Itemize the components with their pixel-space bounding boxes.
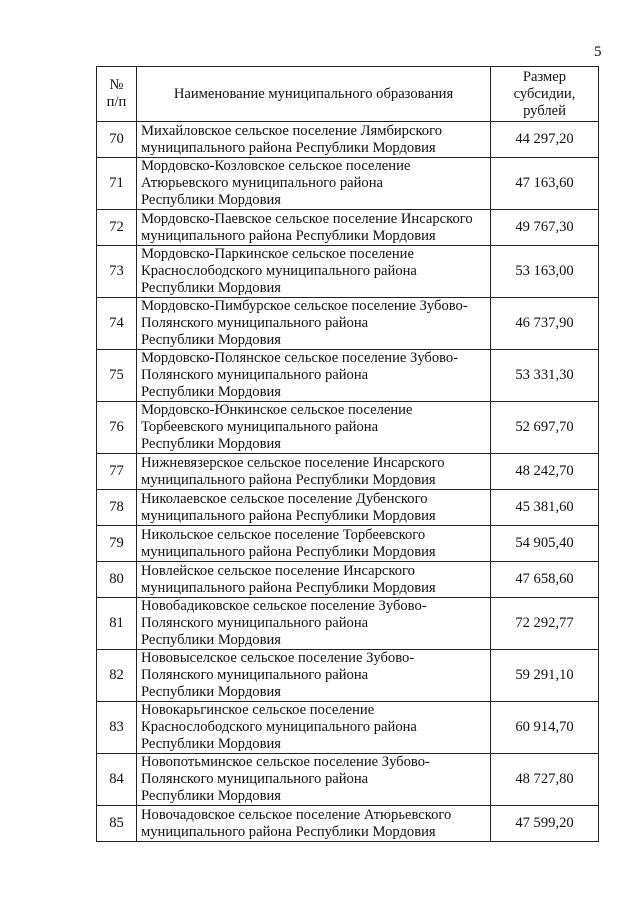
- municipality-name-line: Нижневязерское сельское поселение Инсарского: [141, 454, 445, 471]
- municipality-name-line: Республики Мордовия: [141, 280, 282, 296]
- municipality-name-line: муниципального района Республики Мордовия: [141, 823, 436, 840]
- municipality-name-line: Республики Мордовия: [141, 436, 282, 452]
- municipality-name-line: муниципального района Республики Мордовия: [141, 507, 436, 524]
- municipality-name-line: Новопотьминское сельское поселение Зубово-: [141, 754, 430, 770]
- row-municipality-name: [137, 526, 491, 562]
- municipality-name-line: Республики Мордовия: [141, 788, 282, 804]
- table-header-row: [97, 67, 599, 122]
- row-subsidy-amount: 47 658,60: [491, 562, 599, 598]
- municipality-name-line: Мордовско-Юнкинское сельское поселение: [141, 402, 413, 418]
- page-number: 5: [594, 44, 602, 60]
- row-number: 78: [97, 490, 137, 526]
- table-row: [97, 158, 599, 210]
- municipality-name-line: Мордовско-Полянское сельское поселение Зубово-: [141, 350, 459, 366]
- row-subsidy-amount: 53 163,00: [491, 246, 599, 298]
- row-municipality-name: [137, 402, 491, 454]
- municipality-name-line: Республики Мордовия: [141, 736, 282, 752]
- row-municipality-name: [137, 158, 491, 210]
- municipality-name-line: Полянского муниципального района: [141, 315, 369, 331]
- municipality-name-line: Торбеевского муниципального района: [141, 419, 379, 435]
- header-amount-line: субсидии,: [513, 85, 576, 102]
- row-subsidy-amount: 53 331,30: [491, 350, 599, 402]
- row-municipality-name: [137, 702, 491, 754]
- municipality-name-line: Никольское сельское поселение Торбеевского: [141, 526, 426, 543]
- subsidy-table: [96, 66, 599, 842]
- table-row: [97, 806, 599, 842]
- municipality-name-line: Республики Мордовия: [141, 332, 282, 348]
- table-row: [97, 210, 599, 246]
- row-subsidy-amount: 72 292,77: [491, 598, 599, 650]
- municipality-name-line: Полянского муниципального района: [141, 367, 369, 383]
- municipality-name-line: Михайловское сельское поселение Лямбирского: [141, 122, 443, 139]
- row-number: 80: [97, 562, 137, 598]
- row-number: 82: [97, 650, 137, 702]
- header-amount: [491, 67, 599, 122]
- municipality-name-line: Полянского муниципального района: [141, 615, 369, 631]
- header-number-line: №: [109, 77, 124, 93]
- row-municipality-name: [137, 454, 491, 490]
- municipality-name-line: Мордовско-Паркинское сельское поселение: [141, 246, 414, 262]
- table-row: [97, 454, 599, 490]
- row-number: 76: [97, 402, 137, 454]
- row-municipality-name: [137, 298, 491, 350]
- table-row: [97, 246, 599, 298]
- row-subsidy-amount: 45 381,60: [491, 490, 599, 526]
- row-number: 75: [97, 350, 137, 402]
- municipality-name-line: муниципального района Республики Мордовия: [141, 471, 436, 488]
- table-row: [97, 490, 599, 526]
- row-number: 72: [97, 210, 137, 246]
- row-subsidy-amount: 59 291,10: [491, 650, 599, 702]
- header-amount-line: рублей: [523, 102, 566, 119]
- row-subsidy-amount: 44 297,20: [491, 122, 599, 158]
- header-number: [97, 67, 137, 122]
- municipality-name-line: Новочадовское сельское поселение Атюрьевского: [141, 806, 452, 823]
- row-municipality-name: [137, 490, 491, 526]
- table-row: [97, 702, 599, 754]
- row-municipality-name: [137, 210, 491, 246]
- row-number: 83: [97, 702, 137, 754]
- row-subsidy-amount: 48 242,70: [491, 454, 599, 490]
- municipality-name-line: Полянского муниципального района: [141, 771, 369, 787]
- row-number: 70: [97, 122, 137, 158]
- table-row: [97, 298, 599, 350]
- municipality-name-line: муниципального района Республики Мордовия: [141, 579, 436, 596]
- municipality-name-line: Мордовско-Пимбурское сельское поселение Зубово-: [141, 298, 468, 314]
- row-number: 74: [97, 298, 137, 350]
- table-row: [97, 526, 599, 562]
- municipality-name-line: Новобадиковское сельское поселение Зубово-: [141, 598, 427, 614]
- municipality-name-line: Республики Мордовия: [141, 192, 282, 208]
- header-number-line: п/п: [106, 94, 127, 110]
- row-municipality-name: [137, 246, 491, 298]
- row-municipality-name: [137, 562, 491, 598]
- municipality-name-line: Краснослободского муниципального района: [141, 263, 417, 279]
- row-subsidy-amount: 47 163,60: [491, 158, 599, 210]
- municipality-name-line: Мордовско-Козловское сельское поселение: [141, 158, 411, 174]
- municipality-name-line: Новлейское сельское поселение Инсарского: [141, 562, 415, 579]
- municipality-name-line: Республики Мордовия: [141, 684, 282, 700]
- table-row: [97, 754, 599, 806]
- table-row: [97, 402, 599, 454]
- municipality-name-line: муниципального района Республики Мордовия: [141, 543, 436, 560]
- municipality-name-line: Краснослободского муниципального района: [141, 719, 417, 735]
- municipality-name-line: Нововыселское сельское поселение Зубово-: [141, 650, 415, 666]
- row-subsidy-amount: 54 905,40: [491, 526, 599, 562]
- row-subsidy-amount: 52 697,70: [491, 402, 599, 454]
- table-row: [97, 350, 599, 402]
- row-number: 84: [97, 754, 137, 806]
- table-row: [97, 598, 599, 650]
- row-subsidy-amount: 48 727,80: [491, 754, 599, 806]
- municipality-name-line: Республики Мордовия: [141, 632, 282, 648]
- municipality-name-line: Атюрьевского муниципального района: [141, 175, 383, 191]
- header-amount-line: Размер: [522, 68, 567, 85]
- row-number: 79: [97, 526, 137, 562]
- row-subsidy-amount: 60 914,70: [491, 702, 599, 754]
- table-body: [97, 122, 599, 842]
- row-subsidy-amount: 46 737,90: [491, 298, 599, 350]
- table-row: [97, 562, 599, 598]
- municipality-name-line: муниципального района Республики Мордовия: [141, 139, 436, 156]
- row-municipality-name: [137, 806, 491, 842]
- row-number: 81: [97, 598, 137, 650]
- municipality-name-line: муниципального района Республики Мордовия: [141, 227, 436, 244]
- row-municipality-name: [137, 122, 491, 158]
- row-subsidy-amount: 47 599,20: [491, 806, 599, 842]
- row-municipality-name: [137, 754, 491, 806]
- municipality-name-line: Мордовско-Паевское сельское поселение Инсарского: [141, 210, 473, 227]
- row-number: 77: [97, 454, 137, 490]
- header-name: Наименование муниципального образования: [137, 67, 491, 122]
- row-number: 85: [97, 806, 137, 842]
- row-municipality-name: [137, 650, 491, 702]
- row-municipality-name: [137, 598, 491, 650]
- table-row: [97, 650, 599, 702]
- municipality-name-line: Республики Мордовия: [141, 384, 282, 400]
- municipality-name-line: Николаевское сельское поселение Дубенского: [141, 490, 428, 507]
- table-row: [97, 122, 599, 158]
- row-number: 73: [97, 246, 137, 298]
- row-subsidy-amount: 49 767,30: [491, 210, 599, 246]
- municipality-name-line: Полянского муниципального района: [141, 667, 369, 683]
- row-number: 71: [97, 158, 137, 210]
- row-municipality-name: [137, 350, 491, 402]
- municipality-name-line: Новокарьгинское сельское поселение: [141, 702, 375, 718]
